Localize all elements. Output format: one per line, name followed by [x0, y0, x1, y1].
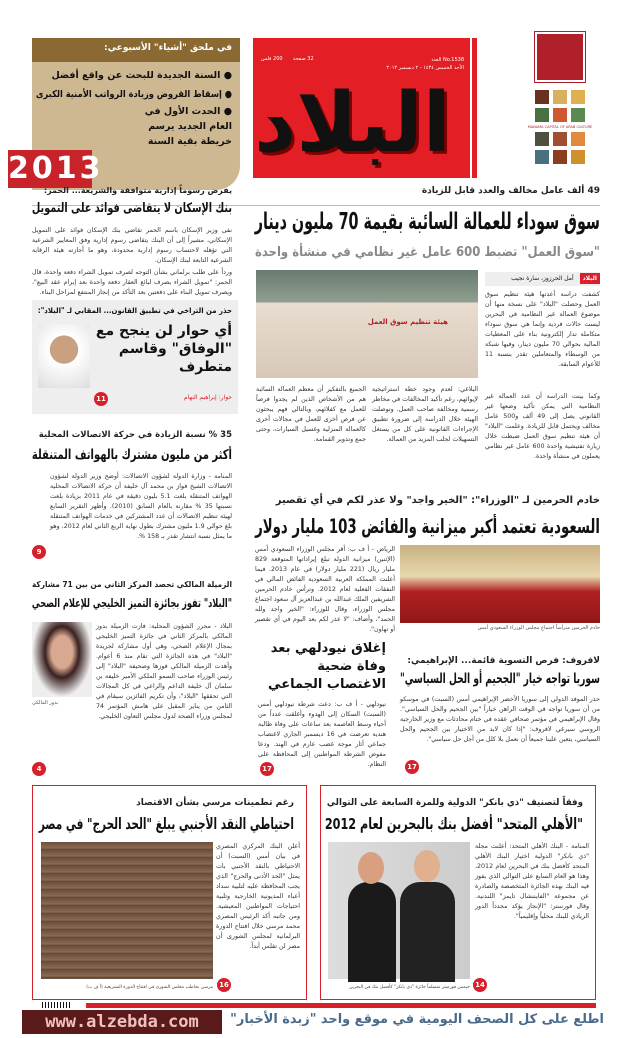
culture-caption: MANAMA CAPITAL OF ARAB CULTURE [527, 125, 593, 129]
main-lead: كشفت دراسة أعدتها هيئة تنظيم سوق العمل وحصلت "البلاد" على نسخة منها أن موضوع العمالة غير النظامية في البحرين ليست حالات فردية وإنما هي سوق سوداء متكاملة تدار إلكترونية بناء على المعطيات المالية بحوالي 70 مليون دينار، وفيها شبكة من الوسطاء والمتعاملين تقدر بنسبة 11 للأعوام السابقة. [485, 291, 600, 368]
interview-box[interactable] [32, 300, 238, 414]
page-ref[interactable]: 11 [94, 392, 108, 406]
main-col3: البلاغي: لعدم وجود خطة استراتيجية لإيوائهم، رغم تأكيد المخالفات في مخاطر رسمية ومخالفة صاحب العمل. وتوصلت الهيئة خلال الدراسة إلى ضرورة تطبيق الإجراءات القانونية على كل من يستغل التسهيلات لجلب المزيد من العمالة. [372, 386, 478, 443]
supplement-item[interactable]: ● السنة الجديدة للبحث عن واقع أفضل [51, 70, 232, 81]
issue-date: الأحد الخميس ١٤٣٤ - ٢ ديسمبر ٢٠١٢ [386, 65, 464, 71]
award-kicker: الزميلة المالكي تحصد المركز الثاني من بين 71 مشاركة [31, 580, 232, 589]
egypt-photo-caption: مرسي يخاطب مجلس الشورى في افتتاح الدورة التشريعية (أ ف ب) [86, 985, 213, 990]
saudi-cabinet-photo [400, 545, 600, 623]
saudi-photo-caption: خادم الحرمين مترأساً اجتماع مجلس الوزراء السعودي أمس [477, 625, 600, 631]
saudi-body: الرياض - أ ف ب: أقر مجلس الوزراء السعودي أمس (الإثنين) ميزانية الدولة تبلغ إيراداتها المتوقعة 829 مليار ريال (221 مليار دولار) في عام 2013. فيما أعلنت المملكة العربية السعودية الفائض المالي في النفقات الفعلية لعام 2012. وترأس خادم الحرمين الشريفين الملك عبدالله بن عبدالعزيز آل سعود اجتماع مجلس الوزراء، وقال للوزراء: "الخير واجد ولله الحمد"، وأضاف: "لا عذر لكم بعد اليوم في أي تقصير أو تهاون". [255, 546, 395, 633]
masthead [253, 38, 470, 178]
saudi-headline: السعودية تعتمد أكبر ميزانية والفائض 103 مليار دولار [255, 515, 600, 538]
year-cubes: 2013 [8, 151, 104, 186]
price: 200 فلس [261, 56, 283, 62]
interview-byline: حوار: إبراهيم النهام [183, 394, 232, 401]
housing-body1: نفى وزير الإسكان باسم الحمر تقاضي بنك الإسكان فوائد على التمويل الإسكاني، مشيراً إلى أن البنك يتقاضى رسوم إدارية وفق المعايير الشرعية التي تؤهله لاحتساب رسوم إدارية محدودة، وهو ما أجازته هيئة الرقابة الشرعية التابعة لبنك الإسكان. [32, 227, 232, 264]
egypt-headline: احتياطي النقد الأجنبي يبلغ "الحد الحرج" في مصر [38, 815, 295, 833]
watermark-site[interactable]: www.alzebda.com [22, 1010, 222, 1034]
issue-number: No.1538 العدد [431, 57, 464, 63]
housing-headline: بنك الإسكان لا يتقاضى فوائد على التمويل [31, 201, 232, 216]
main-kicker: 49 ألف عامل مخالف والعدد قابل للزيادة [421, 186, 600, 196]
telecom-body: المنامة - وزارة الدولة لشؤون الاتصالات: أوضح وزير الدولة لشؤون الاتصالات الشيخ فواز بن محمد آل خليفة أن حركة الاتصالات المحلية الهواتف المتنقلة بلغت 5.1 بليون دقيقة في عام 2011 بزيادة بلغت نسبتها 35 % مقارنة بالعام السابق (2010). وأظهر التقرير السابع لهيئة تنظيم الاتصالات أن عدد المشتركين في خدمات الهواتف المتنقلة بلغ حوالي 1.9 مليون مشترك بطول نهاية الربع الثاني لعام 2012، وهو ما يمثل نسبة انتشار تقدر بـ 158 %. [50, 473, 233, 540]
telecom-headline: أكثر من مليون مشترك بالهواتف المتنقلة [31, 447, 233, 463]
housing-kicker: يفرض رسوماً إدارية متوافقة والشريعة... الحمر: [43, 186, 232, 195]
ahli-box [320, 785, 596, 1000]
ahli-body: المنامة - البنك الأهلي المتحد: أعلنت مجلة "ذي بانكر" الدولية اختيار البنك الأهلي المتحد كأفضل بنك في البحرين لعام 2012، وهذا هو العام السابع على التوالي الذي يفوز فيه البنك بهذه الجائزة المتخصصة والصادرة عن مجموعة "الفايننشال تايمز" اللندنية. وقال فورستر: "الإنجاز يؤكد مجدداً الدور الريادي للبنك محلياً وإقليمياً". [475, 843, 589, 920]
award-winner-photo [32, 622, 92, 697]
main-col2: وكما بينت الدراسة أن عدد العمالة غير النظامية التي يمكن تأكيد وضعها غير القانوني يصل إلى 49 ألف و500 عامل مخالف ويحتمل قابل للزيادة. وعلمت "البلاد" أن هيئة تنظيم سوق العمل ضبطت خلال زيارة تفتيشية واحدة 600 عامل غير نظامي يعملون في منشأة واحدة. [485, 393, 600, 460]
byline: أمل الحرزوز، سارة نجيب [511, 275, 574, 282]
egypt-kicker: رغم تطمينات مرسي بشأن الاقتصاد [136, 798, 294, 808]
page-ref[interactable]: 17 [260, 762, 274, 776]
interviewee-photo [38, 324, 90, 388]
telecom-kicker: 35 % نسبة الزيادة في حركة الاتصالات المحلية [38, 430, 232, 440]
award-ceremony-photo [328, 842, 470, 979]
page-ref[interactable]: 14 [473, 978, 487, 992]
watermark-slogan: اطلع على كل الصحف اليومية في موقع واحد "زبدة الأخبار" [230, 1012, 604, 1027]
delhi-body: نيودلهي - أ ف ب: دعت شرطة نيودلهي أمس (السبت) السكان إلى الهدوء وأغلقت عدداً من أحياء وسط العاصمة بعد ساعات على وفاة طالبة هندية تعرضت في 16 ديسمبر الجاري لاغتصاب جماعي أثار موجة غضب عارم في الهند. ودعا مفوض الشرطة المواطنين إلى المحافظة على النظام. [258, 701, 387, 768]
ahli-photo-caption: جيمس فورستر متسلماً جائزة "ذي بانكر" كأفضل بنك في البحرين [349, 985, 470, 990]
interview-headline: أي حوار لن ينجح مع "الوفاق" وقاسم متطرف [95, 323, 232, 375]
page-ref[interactable]: 17 [405, 760, 419, 774]
interview-kicker: حذر من التراخي في تطبيق القانون... المقابي لـ "البلاد": [37, 306, 233, 315]
syria-headline: سوريا تواجه خيار "الجحيم أو الحل السياسي" [399, 671, 600, 687]
culture-logo [520, 32, 600, 192]
ahli-headline: "الأهلي المتحد" أفضل بنك بالبحرين لعام 2012 [324, 815, 583, 833]
award-photo-caption: بدور المالكي [32, 700, 59, 706]
delhi-headline: إغلاق نيودلهي بعد وفاة ضحية الاغتصاب الجماعي [268, 641, 386, 692]
syria-kicker: لافروف: فرص التسوية قائمة... الإبراهيمي: [407, 656, 600, 666]
main-subheadline: "سوق العمل" تضبط 600 عامل غير نظامي في منشأة واحدة [254, 245, 600, 260]
supplement-item[interactable]: ● إسقاط القروض وزيادة الرواتب الأمنية الكبرى [35, 89, 232, 100]
page-count: 32 صفحة [293, 56, 314, 62]
photo-sign: هيئة تنظيم سوق العمل [367, 318, 448, 326]
supplement-item[interactable]: ● الحدث الأول في العام الجديد يرسم خريطة بقية السنة [144, 106, 232, 147]
source-badge: البلاد [580, 273, 600, 284]
main-col4: الجميع بالتفكير أن معظم العمالة السائبة هم من الأشخاص الذين لم يجدوا فرصاً للعمل مع كفلائهم، وبالتالي فهم يبحثون عن فرص أخرى للعمل في مجالات أخرى كالعمالة المنزلية وغسيل السيارات، وحتى جمع وتدوير القمامة. [256, 386, 366, 443]
labor-authority-photo [256, 270, 478, 378]
supplement-header: في ملحق "أشياء" الأسبوعي: [32, 38, 240, 62]
egypt-box [32, 785, 307, 1000]
newspaper-logo: البلاد [254, 76, 451, 171]
award-headline: "البلاد" تفوز بجائزة التميز الخليجي للإعلام الصحي [31, 596, 233, 610]
ahli-kicker: وفقاً لتصنيف "ذي بانكر" الدولية وللمرة السابعة على التوالي [326, 798, 583, 808]
main-headline: سوق سوداء للعمالة السائبة بقيمة 70 مليون دينار [254, 209, 600, 235]
award-body: البلاد - محرر الشؤون المحلية: فازت الزميلة بدور المالكي بالمركز الثاني في جائزة التميز الخليجي بمجال الإعلام الصحي، وهي أول مشاركة لجريدة "البلاد" في هذه الجائزة التي تقام منذ 6 أعوام. وأهدت الزميلة المالكي فوزها وصحيفة "البلاد" إلى رئيس الوزراء صاحب السمو الملكي الأمير خليفة بن سلمان آل خليفة الداعم والراعي في كل المجالات التي تحققها "البلاد"، وأن تكريم الفائزين سيقام في الثامن من يناير المقبل على هامش المؤتمر 74 لمجلس وزراء الصحة لدول مجلس التعاون الخليجي. [96, 623, 232, 720]
egypt-body: أعلن البنك المركزي المصري في بيان أمس (السبت) أن الاحتياطي بالنقد الأجنبي بات يمثل "الحد الأدنى والحرج" الذي يجب المحافظة عليه لتلبية سداد أعباء المديونية الخارجية وتلبية احتياجات المواطنين المعيشية. ومن جانبه أكد الرئيس المصري محمد مرسي خلال افتتاح الدورة البرلمانية لمجلس الشورى أن مصر لن تفلس أبداً. [216, 843, 300, 950]
barcode [42, 1002, 72, 1008]
page-ref[interactable]: 16 [217, 978, 231, 992]
housing-body2: ورداً على طلب برلماني بشأن التوجه لصرف تمويل الشراء دفعة واحدة، قال الحمر: "تمويل الشراء يصرف لبائع العقار دفعة واحدة بعد إبرام عقد البيع"، ويصرف تمويل البناء على دفعتين بعد التأكد من إنجاز المنتفع لمراحل البناء. [32, 269, 232, 296]
page-ref[interactable]: 4 [32, 762, 46, 776]
saudi-kicker: خادم الحرمين لـ "الوزراء": "الخير واجد" ولا عذر لكم في أي تقصير [275, 495, 600, 506]
syria-body: حذر الموفد الدولي إلى سوريا الأخضر الإبراهيمي أمس (السبت) في موسكو من أن سوريا تواجه في الوقت الراهن خياراً "بين الجحيم والحل السياسي". وقال الإبراهيمي في مؤتمر صحافي عقده في ختام محادثات مع وزير الخارجية الروسي سيرغي لافروف: "إذا كان لابد من الاختيار بين الجحيم والحل السياسي، يتعين علينا جميعاً أن نعمل بلا كلل من أجل حل سياسي". [400, 696, 600, 743]
shura-council-photo [41, 842, 213, 979]
page-ref[interactable]: 9 [32, 545, 46, 559]
